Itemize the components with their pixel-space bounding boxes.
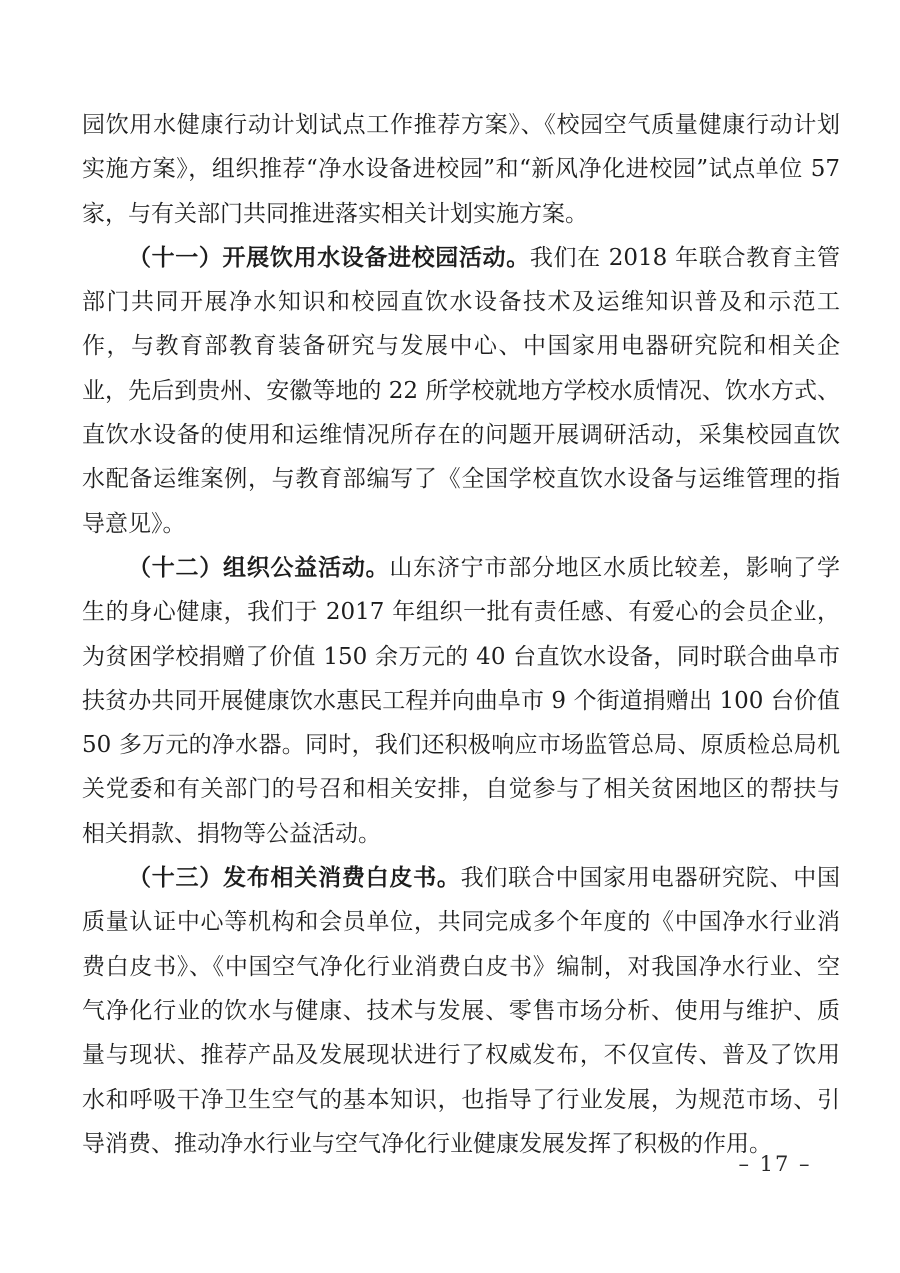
- paragraph: [82, 103, 840, 236]
- paragraph-text: 园饮用水健康行动计划试点工作推荐方案》、《校园空气质量健康行动计划实施方案》，组织推荐“净水设备进校园”和“新风净化进校园”试点单位 57 家，与有关部门共同推进落实相关计划实施方案。: [82, 112, 840, 227]
- paragraph-heading: （十一）开展饮用水设备进校园活动。: [128, 243, 530, 271]
- paragraph: [82, 856, 840, 1166]
- paragraph-text: 我们联合中国家用电器研究院、中国质量认证中心等机构和会员单位，共同完成多个年度的《中国净水行业消费白皮书》、《中国空气净化行业消费白皮书》编制，对我国净水行业、空气净化行业的饮水与健康、技术与发展、零售市场分析、使用与维护、质量与现状、推荐产品及发展现状进行了权威发布，不仅宣传、普及了饮用水和呼吸干净卫生空气的基本知识，也指导了行业发展，为规范市场、引导消费、推动净水行业与空气净化行业健康发展发挥了积极的作用。: [82, 865, 841, 1157]
- document-body: [82, 103, 840, 1166]
- paragraph: [82, 236, 840, 546]
- paragraph: [82, 546, 840, 856]
- paragraph-text: 山东济宁市部分地区水质比较差，影响了学生的身心健康，我们于 2017 年组织一批有责任感、有爱心的会员企业，为贫困学校捐赠了价值 150 余万元的 40 台直饮水设备，同时联合曲阜市扶贫办共同开展健康饮水惠民工程并向曲阜市 9 个街道捐赠出 100 台价值 50 多万元的净水器。同时，我们还积极响应市场监管总局、原质检总局机关党委和有关部门的号召和相关安排，自觉参与了相关贫困地区的帮扶与相关捐款、捐物等公益活动。: [82, 554, 841, 847]
- page-number: – 17 –: [738, 1152, 812, 1176]
- paragraph-heading: （十二）组织公益活动。: [128, 553, 390, 581]
- paragraph-heading: （十三）发布相关消费白皮书。: [128, 864, 461, 892]
- paragraph-text: 我们在 2018 年联合教育主管部门共同开展净水知识和校园直饮水设备技术及运维知识普及和示范工作，与教育部教育装备研究与发展中心、中国家用电器研究院和相关企业，先后到贵州、安徽等地的 22 所学校就地方学校水质情况、饮水方式、直饮水设备的使用和运维情况所存在的问题开展调研活动，采集校园直饮水配备运维案例，与教育部编写了《全国学校直饮水设备与运维管理的指导意见》。: [82, 244, 841, 537]
